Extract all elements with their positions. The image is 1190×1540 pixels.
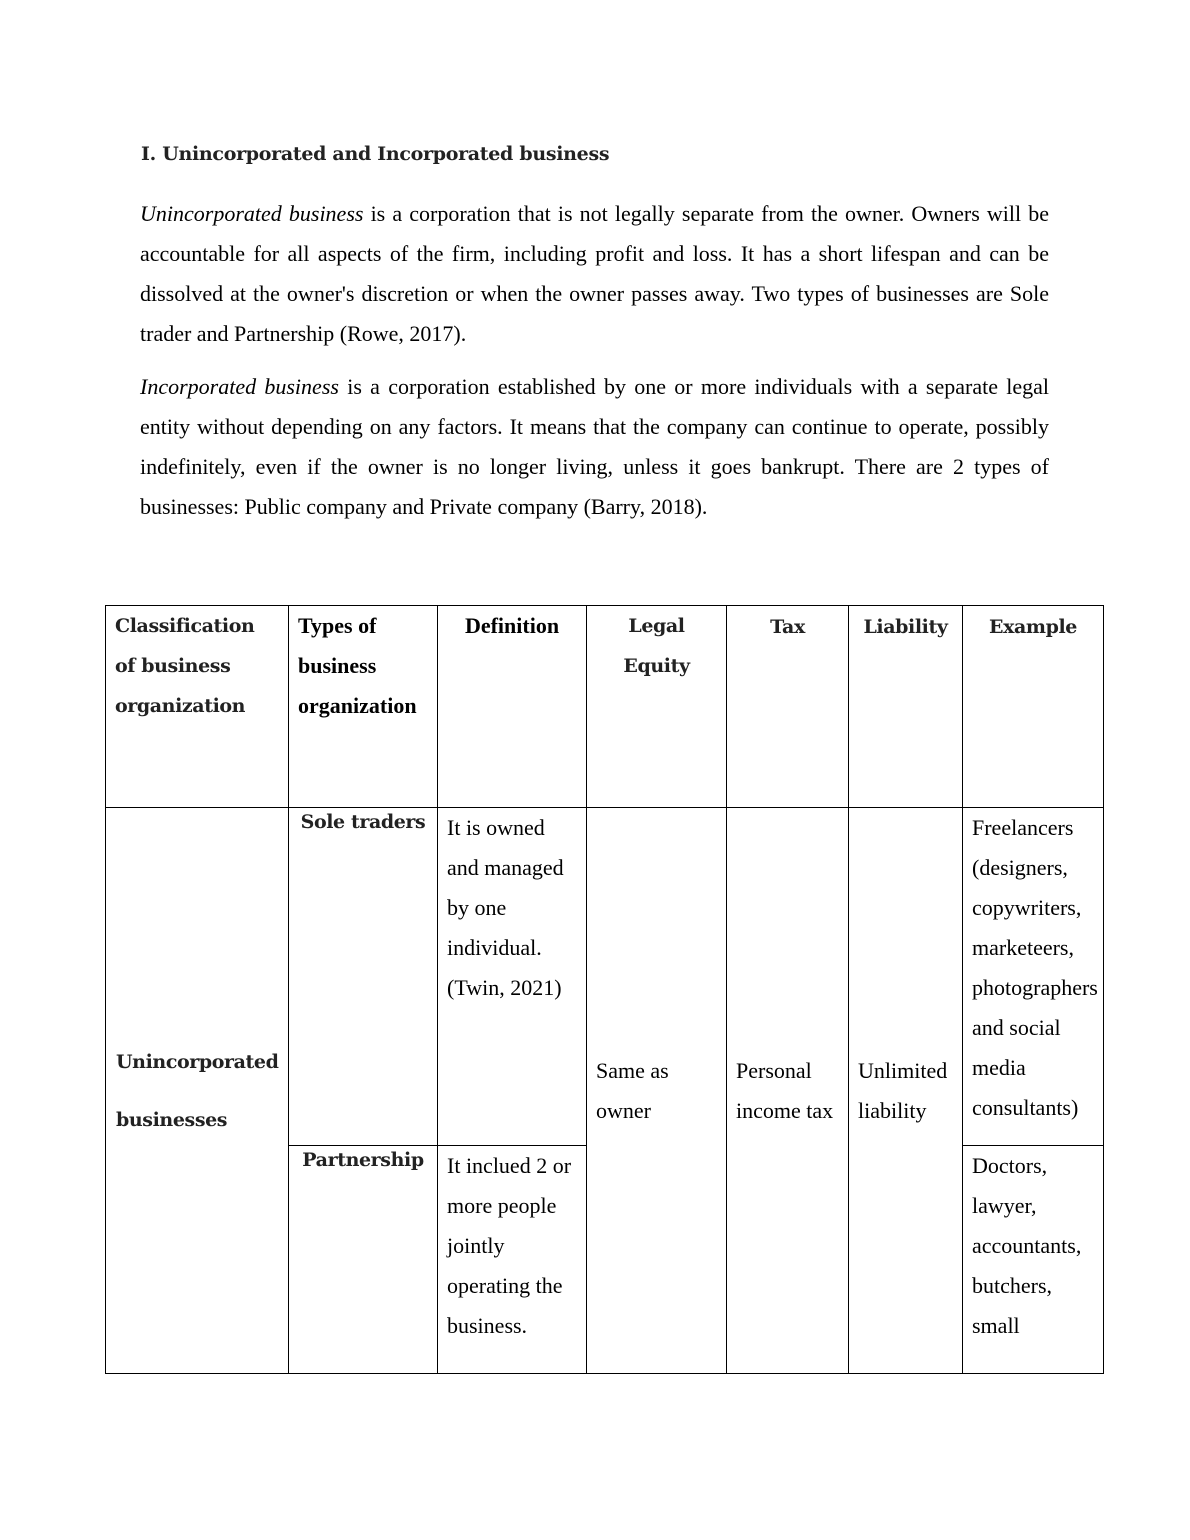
section-heading: I. Unincorporated and Incorporated business <box>141 143 610 165</box>
business-classification-table <box>105 605 1104 1374</box>
cell-definition-sole-traders: It is owned and managed by one individual. (Twin, 2021) <box>438 808 587 1146</box>
cell-type-partnership: Partnership <box>289 1146 438 1374</box>
cell-liability: Unlimited liability <box>849 808 963 1374</box>
header-tax: Tax <box>727 606 849 808</box>
paragraph-text: is a corporation established by one or more individuals with a separate legal entity without depending on any factors. It means that the company can continue to operate, possibly indefinitely, even if the owner is no longer living, unless it goes bankrupt. There are 2 types of businesses: Public company and Private company (Barry, 2018). <box>140 374 1049 519</box>
cell-classification: Unincorporated businesses <box>106 808 289 1374</box>
paragraph-text: is a corporation that is not legally separate from the owner. Owners will be accountable for all aspects of the firm, including profit and loss. It has a short lifespan and can be dissolved at the owner's discretion or when the owner passes away. Two types of businesses are Sole trader and Partnership (Rowe, 2017). <box>140 201 1049 346</box>
cell-tax: Personal income tax <box>727 808 849 1374</box>
header-liability: Liability <box>849 606 963 808</box>
header-legal-equity: Legal Equity <box>587 606 727 808</box>
header-example: Example <box>963 606 1104 808</box>
header-classification: Classification of business organization <box>106 606 289 808</box>
header-definition: Definition <box>438 606 587 808</box>
cell-example-partnership: Doctors, lawyer, accountants, butchers, small <box>963 1146 1104 1374</box>
header-types: Types of business organization <box>289 606 438 808</box>
cell-legal-equity: Same as owner <box>587 808 727 1374</box>
term-incorporated: Incorporated business <box>140 374 339 399</box>
table-row <box>106 808 1104 1146</box>
paragraph-incorporated <box>140 367 1049 527</box>
paragraph-unincorporated <box>140 194 1049 354</box>
cell-example-sole-traders: Freelancers (designers, copywriters, marketeers, photographers and social media consultants) <box>963 808 1104 1146</box>
table-header-row <box>106 606 1104 808</box>
cell-definition-partnership: It inclued 2 or more people jointly operating the business. <box>438 1146 587 1374</box>
cell-type-sole-traders: Sole traders <box>289 808 438 1146</box>
term-unincorporated: Unincorporated business <box>140 201 364 226</box>
